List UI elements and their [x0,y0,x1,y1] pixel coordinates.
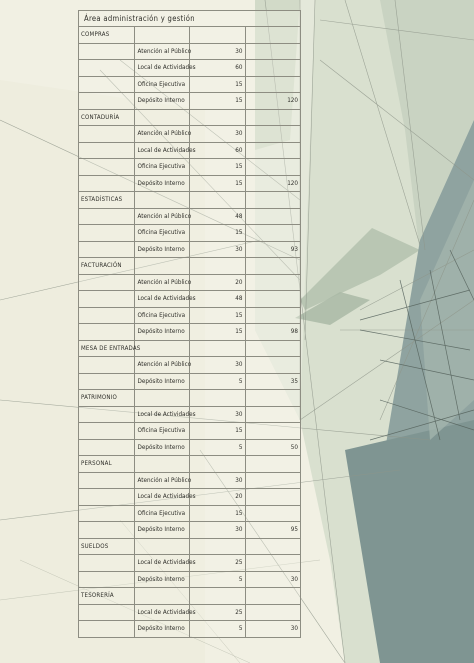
room-area: 5 [190,373,246,390]
room-label: Atención al Público [134,274,190,291]
section-row [79,340,301,357]
section-row [79,390,301,407]
section-total: 50 [245,439,301,456]
room-area: 30 [190,406,246,423]
table-title: Área administración y gestión [79,11,301,27]
section-total: 98 [245,324,301,341]
room-label: Depósito Interno [134,522,190,539]
room-label: Local de Actividades [134,291,190,308]
empty-cell [190,538,246,555]
empty-cell [190,390,246,407]
empty-cell [79,489,135,506]
table-row [79,208,301,225]
room-area: 20 [190,274,246,291]
section-total [245,505,301,522]
room-area: 60 [190,60,246,77]
section-total [245,225,301,242]
empty-cell [134,390,190,407]
room-area: 15 [190,423,246,440]
table-row [79,274,301,291]
table-row [79,93,301,110]
empty-cell [79,126,135,143]
table-row [79,472,301,489]
room-label: Depósito Interno [134,621,190,638]
table-row [79,291,301,308]
room-label: Atención al Público [134,472,190,489]
room-label: Atención al Público [134,208,190,225]
section-name: FACTURACIÓN [79,258,135,275]
empty-cell [79,522,135,539]
empty-cell [245,588,301,605]
empty-cell [190,588,246,605]
room-area: 5 [190,439,246,456]
section-row [79,258,301,275]
table-row [79,175,301,192]
empty-cell [79,406,135,423]
section-total: 30 [245,571,301,588]
empty-cell [79,159,135,176]
section-total: 95 [245,522,301,539]
table-row [79,142,301,159]
section-total [245,159,301,176]
empty-cell [79,324,135,341]
section-total [245,126,301,143]
room-label: Local de Actividades [134,555,190,572]
empty-cell [79,291,135,308]
room-label: Local de Actividades [134,142,190,159]
room-label: Depósito Interno [134,324,190,341]
empty-cell [245,27,301,44]
room-label: Atención al Público [134,357,190,374]
empty-cell [79,142,135,159]
empty-cell [245,192,301,209]
empty-cell [79,423,135,440]
empty-cell [79,357,135,374]
room-label: Depósito Interno [134,439,190,456]
section-name: ESTADÍSTICAS [79,192,135,209]
empty-cell [190,109,246,126]
room-area: 15 [190,225,246,242]
room-area: 15 [190,324,246,341]
section-total [245,291,301,308]
empty-cell [79,60,135,77]
empty-cell [190,258,246,275]
room-area: 15 [190,175,246,192]
empty-cell [134,456,190,473]
empty-cell [245,390,301,407]
room-area: 20 [190,489,246,506]
room-area: 15 [190,76,246,93]
table-row [79,439,301,456]
area-table [78,10,301,638]
section-total: 35 [245,373,301,390]
section-total [245,76,301,93]
section-total [245,357,301,374]
room-area: 48 [190,291,246,308]
room-area: 25 [190,604,246,621]
empty-cell [134,340,190,357]
room-area: 15 [190,159,246,176]
section-name: SUELDOS [79,538,135,555]
section-row [79,456,301,473]
room-area: 60 [190,142,246,159]
room-area: 30 [190,241,246,258]
section-row [79,588,301,605]
table-row [79,621,301,638]
room-label: Depósito Interno [134,571,190,588]
room-label: Depósito Interno [134,93,190,110]
section-name: PATRIMONIO [79,390,135,407]
section-total [245,406,301,423]
section-total [245,555,301,572]
section-total: 120 [245,175,301,192]
section-total [245,142,301,159]
room-area: 30 [190,357,246,374]
room-label: Atención al Público [134,43,190,60]
table-row [79,604,301,621]
section-total [245,423,301,440]
section-name: PERSONAL [79,456,135,473]
section-total [245,43,301,60]
section-total [245,472,301,489]
section-total: 93 [245,241,301,258]
table-row [79,522,301,539]
empty-cell [79,571,135,588]
table-row [79,60,301,77]
empty-cell [134,192,190,209]
section-total [245,307,301,324]
empty-cell [79,43,135,60]
section-total [245,60,301,77]
empty-cell [79,307,135,324]
section-name: TESORERÍA [79,588,135,605]
table-row [79,76,301,93]
room-area: 30 [190,522,246,539]
section-name: COMPRAS [79,27,135,44]
empty-cell [79,93,135,110]
room-label: Atención al Público [134,126,190,143]
room-label: Depósito Interno [134,241,190,258]
table-row [79,489,301,506]
empty-cell [79,373,135,390]
table-row [79,43,301,60]
empty-cell [134,588,190,605]
table-row [79,357,301,374]
empty-cell [79,604,135,621]
section-total [245,274,301,291]
empty-cell [190,192,246,209]
empty-cell [79,225,135,242]
section-row [79,109,301,126]
room-label: Oficina Ejecutiva [134,159,190,176]
empty-cell [134,109,190,126]
room-area: 30 [190,43,246,60]
section-row [79,192,301,209]
room-label: Oficina Ejecutiva [134,423,190,440]
table-row [79,324,301,341]
room-label: Local de Actividades [134,406,190,423]
table-title-row [79,11,301,27]
section-total: 30 [245,621,301,638]
empty-cell [79,439,135,456]
empty-cell [245,109,301,126]
table-row [79,571,301,588]
room-area: 48 [190,208,246,225]
empty-cell [79,621,135,638]
table-row [79,241,301,258]
section-total [245,604,301,621]
table-row [79,307,301,324]
room-label: Oficina Ejecutiva [134,76,190,93]
room-area: 30 [190,126,246,143]
section-row [79,27,301,44]
room-area: 5 [190,571,246,588]
section-total: 120 [245,93,301,110]
room-area: 30 [190,472,246,489]
room-label: Depósito Interno [134,373,190,390]
room-label: Oficina Ejecutiva [134,225,190,242]
empty-cell [190,456,246,473]
empty-cell [134,258,190,275]
room-area: 5 [190,621,246,638]
room-area: 25 [190,555,246,572]
empty-cell [79,175,135,192]
empty-cell [245,538,301,555]
table-row [79,406,301,423]
table-row [79,225,301,242]
room-label: Depósito Interno [134,175,190,192]
table-row [79,555,301,572]
room-label: Oficina Ejecutiva [134,505,190,522]
table-row [79,505,301,522]
empty-cell [79,472,135,489]
room-label: Local de Actividades [134,489,190,506]
section-row [79,538,301,555]
empty-cell [134,538,190,555]
section-name: MESA DE ENTRADAS [79,340,135,357]
empty-cell [79,555,135,572]
empty-cell [134,27,190,44]
table-row [79,126,301,143]
empty-cell [79,76,135,93]
empty-cell [79,274,135,291]
empty-cell [245,258,301,275]
empty-cell [190,27,246,44]
empty-cell [79,241,135,258]
room-label: Local de Actividades [134,60,190,77]
table-row [79,373,301,390]
room-label: Local de Actividades [134,604,190,621]
empty-cell [245,340,301,357]
empty-cell [190,340,246,357]
room-area: 15 [190,505,246,522]
empty-cell [79,208,135,225]
room-area: 15 [190,307,246,324]
section-total [245,208,301,225]
empty-cell [79,505,135,522]
room-area: 15 [190,93,246,110]
table-row [79,423,301,440]
empty-cell [245,456,301,473]
section-name: CONTADURÍA [79,109,135,126]
room-label: Oficina Ejecutiva [134,307,190,324]
table-row [79,159,301,176]
section-total [245,489,301,506]
